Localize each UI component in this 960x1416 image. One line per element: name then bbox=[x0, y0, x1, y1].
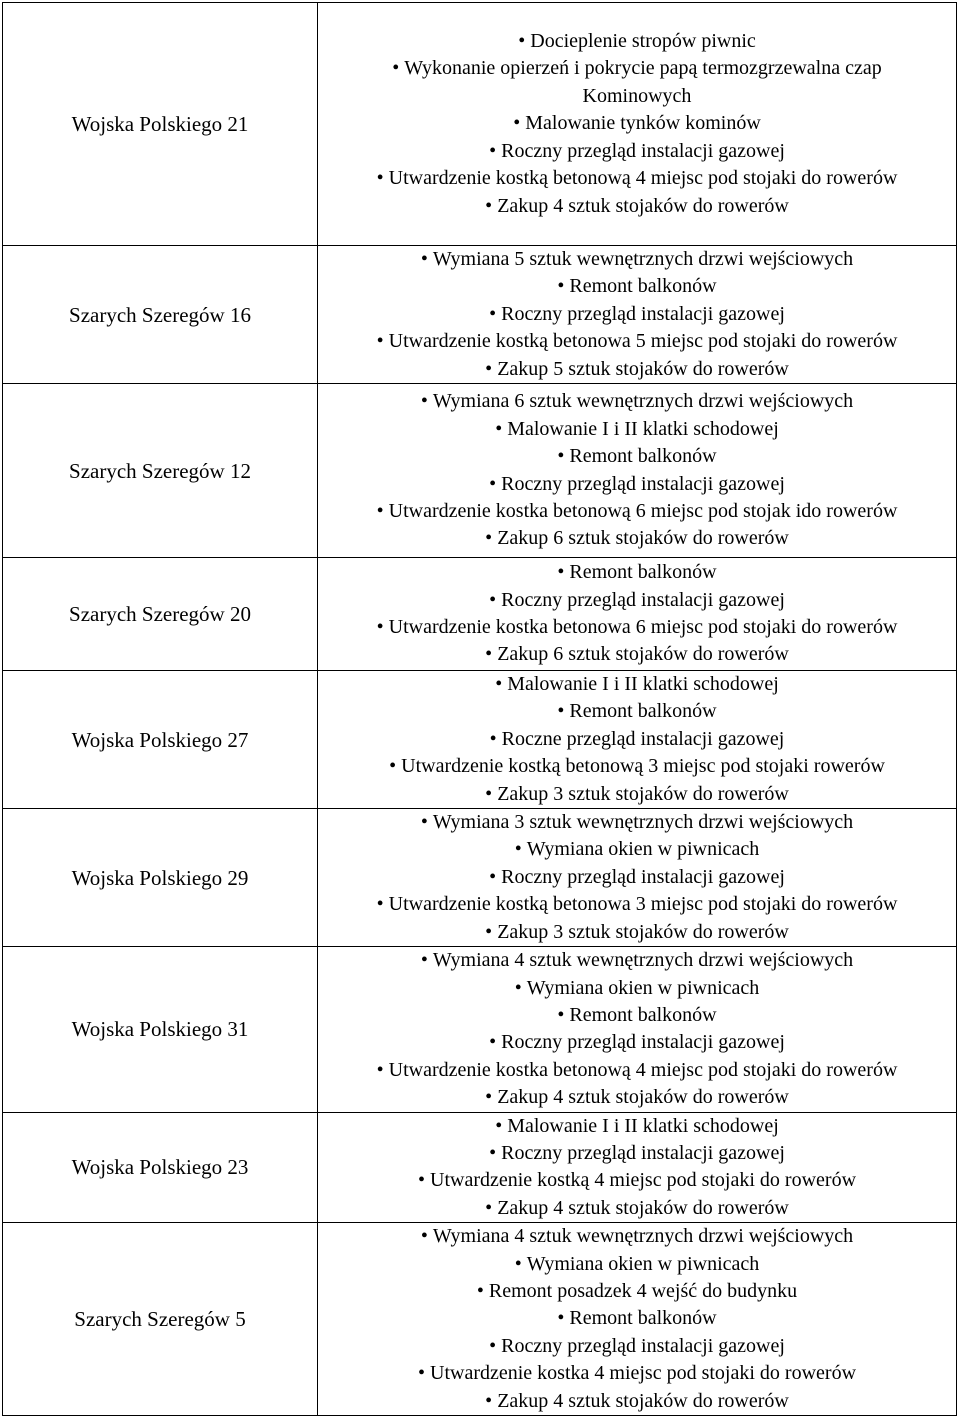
list-item: • Utwardzenie kostką betonowa 5 miejsc pod stojaki do rowerów bbox=[318, 328, 956, 355]
list-item: • Roczny przegląd instalacji gazowej bbox=[318, 1140, 956, 1167]
list-item: • Remont balkonów bbox=[318, 1305, 956, 1332]
list-item: • Utwardzenie kostka betonową 4 miejsc pod stojaki do rowerów bbox=[318, 1057, 956, 1084]
table-row bbox=[3, 384, 957, 558]
list-item: • Zakup 4 sztuk stojaków do rowerów bbox=[318, 1195, 956, 1222]
list-item: • Wykonanie opierzeń i pokrycie papą termozgrzewalna czap Kominowych bbox=[318, 55, 956, 110]
list-item: • Utwardzenie kostka 4 miejsc pod stojaki do rowerów bbox=[318, 1360, 956, 1387]
list-item: • Malowanie I i II klatki schodowej bbox=[318, 1113, 956, 1140]
list-item: • Wymiana 3 sztuk wewnętrznych drzwi wejściowych bbox=[318, 809, 956, 836]
table-row bbox=[3, 671, 957, 809]
address-cell: Wojska Polskiego 23 bbox=[3, 1112, 318, 1223]
list-item: • Roczny przegląd instalacji gazowej bbox=[318, 1333, 956, 1360]
works-list bbox=[318, 1113, 956, 1223]
list-item: • Wymiana 4 sztuk wewnętrznych drzwi wejściowych bbox=[318, 947, 956, 974]
table-row bbox=[3, 246, 957, 384]
address-cell: Szarych Szeregów 12 bbox=[3, 384, 318, 558]
works-cell bbox=[318, 947, 957, 1112]
list-item: • Zakup 4 sztuk stojaków do rowerów bbox=[318, 193, 956, 220]
works-cell bbox=[318, 558, 957, 671]
list-item: • Remont balkonów bbox=[318, 273, 956, 300]
works-cell bbox=[318, 1223, 957, 1416]
list-item: • Utwardzenie kostką betonową 4 miejsc pod stojaki do rowerów bbox=[318, 165, 956, 192]
list-item: • Roczny przegląd instalacji gazowej bbox=[318, 587, 956, 614]
list-item: • Zakup 4 sztuk stojaków do rowerów bbox=[318, 1084, 956, 1111]
list-item: • Remont balkonów bbox=[318, 1002, 956, 1029]
works-list bbox=[318, 28, 956, 220]
table-row bbox=[3, 947, 957, 1112]
works-list bbox=[318, 388, 956, 552]
works-list bbox=[318, 671, 956, 808]
address-cell: Szarych Szeregów 16 bbox=[3, 246, 318, 384]
address-cell: Wojska Polskiego 21 bbox=[3, 3, 318, 246]
list-item: • Wymiana 5 sztuk wewnętrznych drzwi wejściowych bbox=[318, 246, 956, 273]
address-cell: Szarych Szeregów 5 bbox=[3, 1223, 318, 1416]
list-item: • Zakup 4 sztuk stojaków do rowerów bbox=[318, 1388, 956, 1415]
works-list bbox=[318, 246, 956, 383]
list-item: • Remont balkonów bbox=[318, 559, 956, 586]
list-item: • Remont balkonów bbox=[318, 698, 956, 725]
table-row bbox=[3, 1223, 957, 1416]
list-item: • Wymiana okien w piwnicach bbox=[318, 836, 956, 863]
list-item: • Zakup 5 sztuk stojaków do rowerów bbox=[318, 356, 956, 383]
table-row bbox=[3, 809, 957, 947]
table-row bbox=[3, 558, 957, 671]
address-cell: Wojska Polskiego 29 bbox=[3, 809, 318, 947]
works-cell bbox=[318, 246, 957, 384]
list-item: • Wymiana okien w piwnicach bbox=[318, 975, 956, 1002]
list-item: • Utwardzenie kostką betonową 3 miejsc pod stojaki rowerów bbox=[318, 753, 956, 780]
list-item: • Utwardzenie kostką betonowa 3 miejsc pod stojaki do rowerów bbox=[318, 891, 956, 918]
works-table-body bbox=[3, 3, 957, 1416]
works-cell bbox=[318, 1112, 957, 1223]
works-cell bbox=[318, 671, 957, 809]
address-cell: Wojska Polskiego 31 bbox=[3, 947, 318, 1112]
list-item: • Zakup 3 sztuk stojaków do rowerów bbox=[318, 781, 956, 808]
list-item: • Utwardzenie kostka betonową 6 miejsc pod stojak ido rowerów bbox=[318, 498, 956, 525]
list-item: • Wymiana 4 sztuk wewnętrznych drzwi wejściowych bbox=[318, 1223, 956, 1250]
list-item: • Roczny przegląd instalacji gazowej bbox=[318, 471, 956, 498]
works-table bbox=[2, 2, 957, 1416]
list-item: • Utwardzenie kostka betonowa 6 miejsc pod stojaki do rowerów bbox=[318, 614, 956, 641]
works-list bbox=[318, 947, 956, 1111]
works-list bbox=[318, 1223, 956, 1415]
list-item: • Utwardzenie kostką 4 miejsc pod stojaki do rowerów bbox=[318, 1167, 956, 1194]
works-list bbox=[318, 809, 956, 946]
list-item: • Zakup 6 sztuk stojaków do rowerów bbox=[318, 525, 956, 552]
list-item: • Malowanie tynków kominów bbox=[318, 110, 956, 137]
list-item: • Malowanie I i II klatki schodowej bbox=[318, 416, 956, 443]
list-item: • Roczne przegląd instalacji gazowej bbox=[318, 726, 956, 753]
address-cell: Szarych Szeregów 20 bbox=[3, 558, 318, 671]
list-item: • Remont balkonów bbox=[318, 443, 956, 470]
table-row bbox=[3, 1112, 957, 1223]
list-item: • Wymiana 6 sztuk wewnętrznych drzwi wejściowych bbox=[318, 388, 956, 415]
works-cell bbox=[318, 3, 957, 246]
list-item: • Remont posadzek 4 wejść do budynku bbox=[318, 1278, 956, 1305]
table-row bbox=[3, 3, 957, 246]
list-item: • Roczny przegląd instalacji gazowej bbox=[318, 301, 956, 328]
list-item: • Zakup 3 sztuk stojaków do rowerów bbox=[318, 919, 956, 946]
works-cell bbox=[318, 809, 957, 947]
list-item: • Roczny przegląd instalacji gazowej bbox=[318, 138, 956, 165]
list-item: • Roczny przegląd instalacji gazowej bbox=[318, 864, 956, 891]
address-cell: Wojska Polskiego 27 bbox=[3, 671, 318, 809]
works-cell bbox=[318, 384, 957, 558]
works-list bbox=[318, 559, 956, 669]
list-item: • Roczny przegląd instalacji gazowej bbox=[318, 1029, 956, 1056]
list-item: • Malowanie I i II klatki schodowej bbox=[318, 671, 956, 698]
list-item: • Docieplenie stropów piwnic bbox=[318, 28, 956, 55]
list-item: • Zakup 6 sztuk stojaków do rowerów bbox=[318, 641, 956, 668]
list-item: • Wymiana okien w piwnicach bbox=[318, 1251, 956, 1278]
